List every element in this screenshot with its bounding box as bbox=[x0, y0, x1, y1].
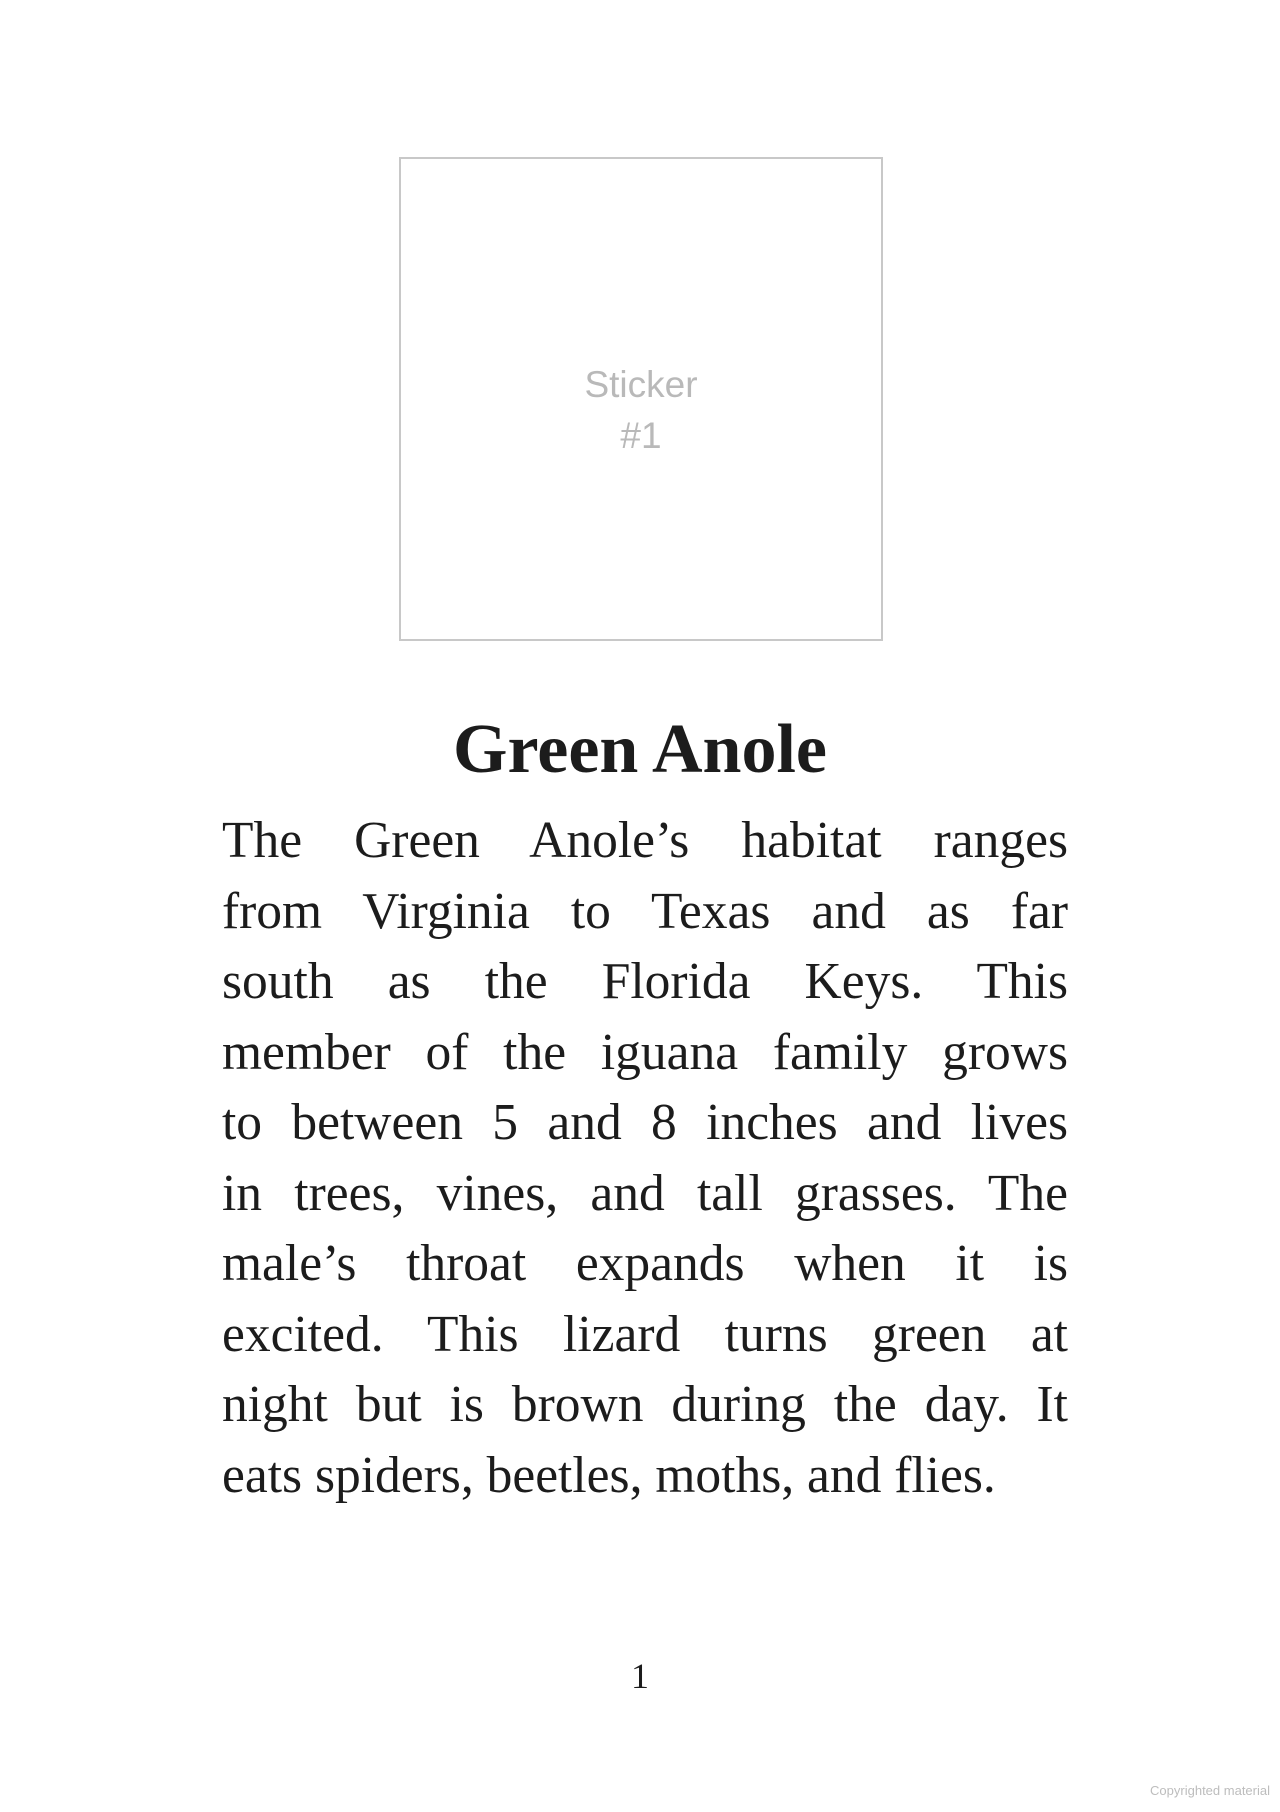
body-line: night but is brown during the day. It bbox=[222, 1376, 1068, 1433]
body-line: south as the Florida Keys. This bbox=[222, 953, 1068, 1010]
sticker-placeholder bbox=[399, 157, 883, 641]
page-title: Green Anole bbox=[453, 711, 827, 788]
copyright-notice: Copyrighted material bbox=[1150, 1783, 1270, 1798]
body-paragraph bbox=[222, 806, 1068, 1511]
body-line: eats spiders, beetles, moths, and flies. bbox=[222, 1446, 996, 1504]
sticker-number: #1 bbox=[620, 415, 662, 456]
body-line: The Green Anole’s habitat ranges bbox=[222, 812, 1068, 869]
body-line: to between 5 and 8 inches and lives bbox=[222, 1094, 1068, 1151]
page-number: 1 bbox=[631, 1656, 649, 1696]
body-line: excited. This lizard turns green at bbox=[222, 1305, 1068, 1363]
body-line: in trees, vines, and tall grasses. The bbox=[222, 1164, 1068, 1222]
body-line: member of the iguana family grows bbox=[222, 1023, 1068, 1081]
body-line: from Virginia to Texas and as far bbox=[222, 882, 1068, 940]
sticker-label-text: Sticker bbox=[584, 364, 698, 405]
sticker-label bbox=[401, 359, 881, 461]
body-line: male’s throat expands when it is bbox=[222, 1235, 1068, 1292]
